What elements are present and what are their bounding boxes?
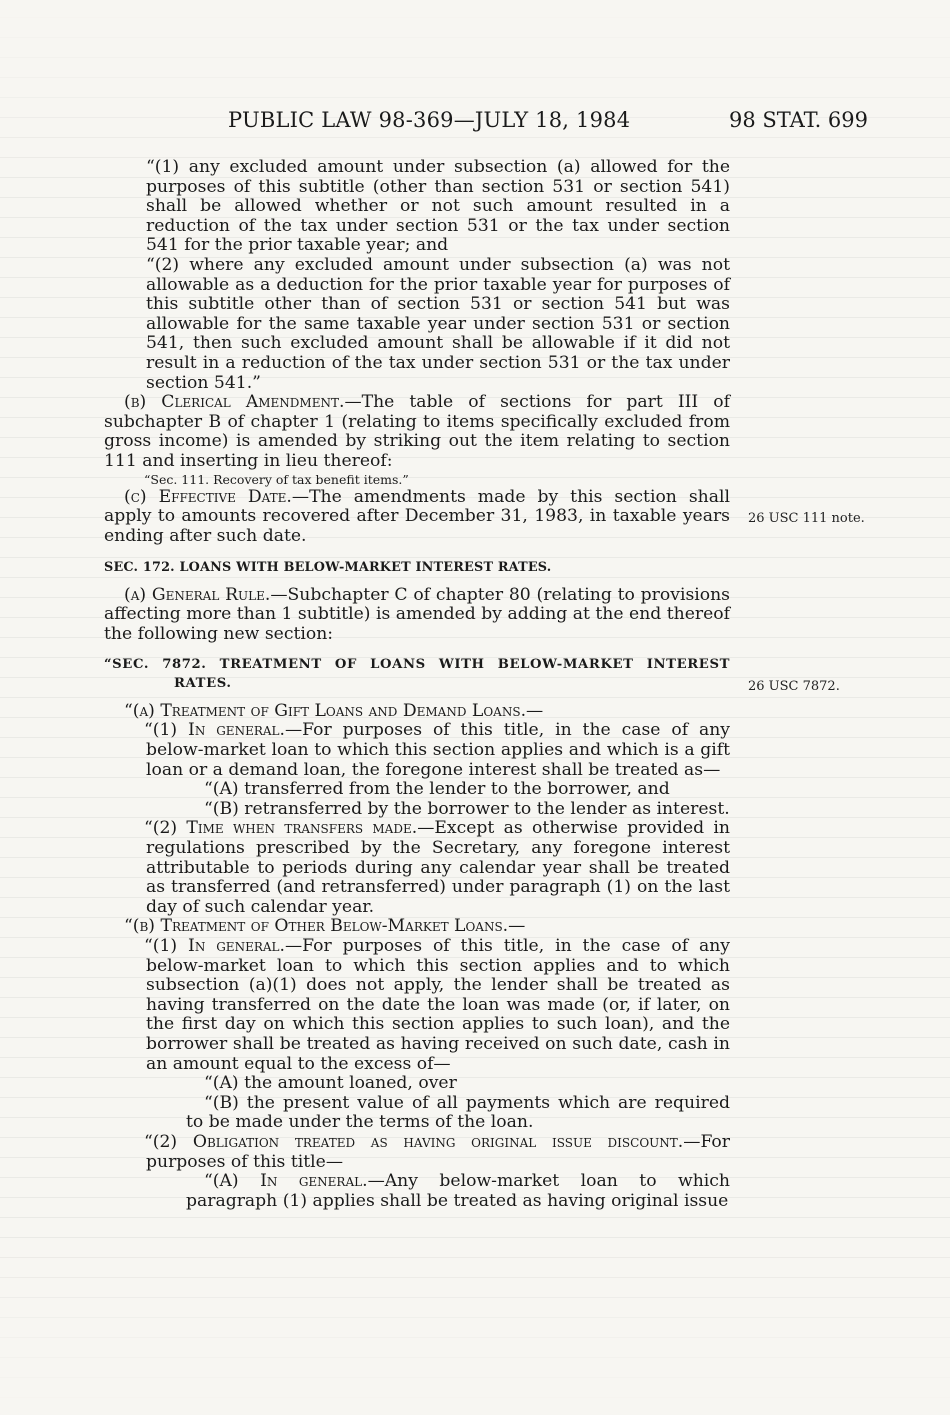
paragraph-b1-A [104, 1074, 730, 1094]
general-rule-heading: (a) General Rule. [124, 584, 271, 605]
section-172-heading: SEC. 172. LOANS WITH BELOW-MARKET INTEREST RATES. [104, 560, 552, 576]
paragraph-b2-text: —For purposes of this title— [146, 1131, 730, 1172]
paragraph-b1-text: —For purposes of this title, in the case of any below-market loan to which this section applies and to which subsection (a)(1) does not apply, the lender shall be treated as having transferred on the date the loan was made (or, if later, on the first day on which this section applies to such loan), and the borrower shall be treated as having received on such date, cash in an amount equal to the excess of— [146, 935, 730, 1074]
paragraph-b1-B [104, 1094, 730, 1133]
paragraph-1 [104, 158, 730, 256]
paragraph-b1-B-text: “(B) the present value of all payments which are required to be made under the terms of the loan. [186, 1092, 730, 1133]
paragraph-a2-text: —Except as otherwise provided in regulations prescribed by the Secretary, any foregone interest attributable to periods during any calendar year shall be treated as transferred (and retransferred) under paragraph (1) on the last day of such calendar year. [146, 818, 730, 917]
subsection-7872-b [104, 917, 730, 937]
paragraph-b1-heading: “(1) In general. [144, 935, 285, 956]
subsection-c-heading: (c) Effective Date. [124, 486, 292, 507]
subsection-b-heading: (b) Clerical Amendment. [124, 392, 345, 413]
running-title: PUBLIC LAW 98-369—JULY 18, 1984 [228, 108, 631, 132]
paragraph-a1-text: —For purposes of this title, in the case of any below-market loan to which this section applies and which is a gift loan or a demand loan, the foregone interest shall be treated as— [146, 720, 730, 780]
paragraph-1-text: “(1) any excluded amount under subsection (a) allowed for the purposes of this subtitle (other than section 531 or section 541) shall be allowed whether or not such amount resulted in a reduction of the tax under section 531 or the tax under section 541 for the prior taxable year; and [146, 157, 730, 256]
subsection-b-text: —The table of sections for part III of subchapter B of chapter 1 (relating to items specifically excluded from gross income) is amended by striking out the item relating to section 111 and inserting in lieu thereof: [104, 392, 730, 471]
paragraph-b2-heading: “(2) Obligation treated as having original issue discount. [144, 1131, 684, 1152]
paragraph-a1-A [104, 780, 730, 800]
paragraph-b2-A-text: —Any below-market loan to which paragraph (1) applies shall be treated as having original issue [186, 1171, 730, 1211]
paragraph-2-text: “(2) where any excluded amount under subsection (a) was not allowable as a deduction for the prior taxable year for purposes of this subtitle other than of section 531 or section 541 but was allowable for the same taxable year under section 531 or section 541, then such excluded amount shall be allowable if it did not result in a reduction of the tax under section 531 or the tax under section 541.” [146, 254, 730, 393]
subsection-7872-a-heading: “(a) Treatment of Gift Loans and Demand Loans. [124, 700, 527, 721]
paragraph-a2 [104, 819, 730, 917]
paragraph-a1-heading: “(1) In general. [144, 720, 285, 741]
paragraph-a1 [104, 721, 730, 780]
paragraph-a1-A-text: “(A) transferred from the lender to the borrower, and [204, 779, 670, 800]
paragraph-a1-B-text: “(B) retransferred by the borrower to the lender as interest. [204, 798, 730, 819]
margin-note-usc-111: 26 USC 111 note. [748, 511, 865, 526]
paragraph-b2-A [104, 1172, 730, 1211]
general-rule [104, 586, 730, 645]
general-rule-text: —Subchapter C of chapter 80 (relating to provisions affecting more than 1 subtitle) is amended by adding at the end thereof the following new section: [104, 584, 730, 645]
subsection-c [104, 488, 730, 547]
page-header [0, 108, 950, 142]
paragraph-2 [104, 256, 730, 393]
margin-note-usc-7872: 26 USC 7872. [748, 679, 840, 694]
section-7872-heading: “SEC. 7872. TREATMENT OF LOANS WITH BELOW-MARKET INTEREST RATES. [104, 656, 730, 692]
subsection-7872-a-dash: — [526, 700, 544, 721]
paragraph-a2-heading: “(2) Time when transfers made. [144, 818, 418, 839]
subsection-7872-b-heading: “(b) Treatment of Other Below-Market Loans. [124, 916, 509, 937]
subsection-7872-b-dash: — [508, 916, 526, 937]
subsection-b [104, 393, 730, 471]
paragraph-a1-B [104, 800, 730, 820]
paragraph-b2-A-heading: “(A) In general. [204, 1171, 368, 1192]
paragraph-b2 [104, 1133, 730, 1172]
statute-body [104, 158, 730, 1211]
paragraph-b1 [104, 937, 730, 1074]
subsection-c-text: —The amendments made by this section shall apply to amounts recovered after December 31, 1983, in taxable years ending after such date. [104, 486, 730, 546]
stat-page-number: 98 STAT. 699 [728, 108, 868, 132]
paragraph-b1-A-text: “(A) the amount loaned, over [204, 1073, 457, 1094]
subsection-7872-a [104, 702, 730, 722]
table-of-sections-entry: “Sec. 111. Recovery of tax benefit items.” [144, 471, 409, 487]
